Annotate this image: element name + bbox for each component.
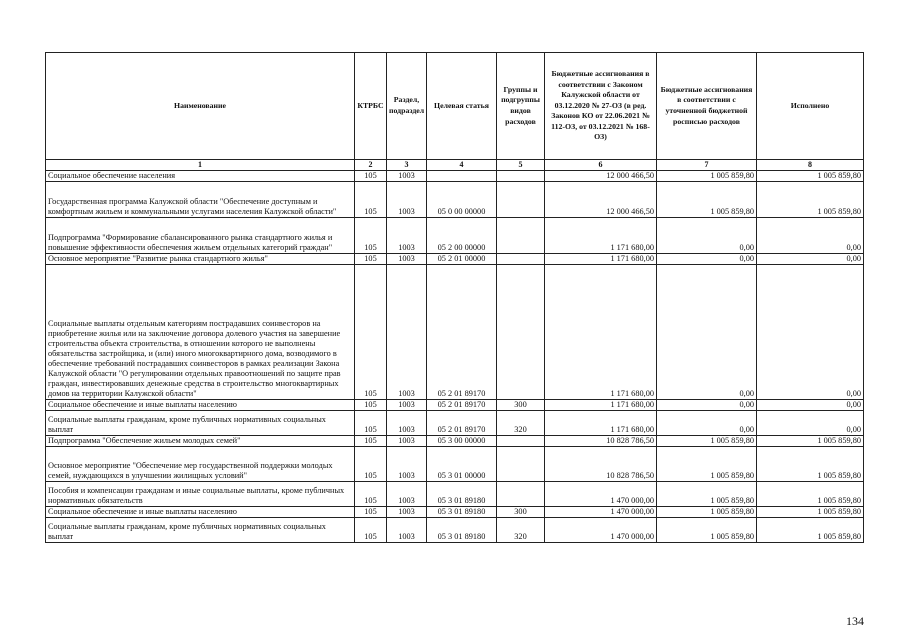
row-refined-amount: 1 005 859,80: [657, 517, 757, 542]
row-name: Социальные выплаты гражданам, кроме публичных нормативных социальных выплат: [46, 517, 355, 542]
row-name: Социальное обеспечение и иные выплаты населению: [46, 506, 355, 517]
row-section: 1003: [387, 181, 427, 217]
table-row: [46, 446, 864, 481]
row-name: Основное мероприятие "Обеспечение мер государственной поддержки молодых семей, нуждающихся в улучшении жилищных условий": [46, 446, 355, 481]
row-law-amount: 1 171 680,00: [545, 217, 657, 253]
row-group: 320: [497, 517, 545, 542]
row-executed-amount: 0,00: [757, 264, 864, 399]
row-section: 1003: [387, 253, 427, 264]
table-row: [46, 264, 864, 399]
row-law-amount: 12 000 466,50: [545, 181, 657, 217]
table-row: [46, 181, 864, 217]
row-executed-amount: 1 005 859,80: [757, 181, 864, 217]
row-executed-amount: 0,00: [757, 217, 864, 253]
row-group: [497, 481, 545, 506]
row-target: 05 3 01 89180: [427, 517, 497, 542]
row-ktrbs: 105: [355, 217, 387, 253]
row-group: [497, 435, 545, 446]
header-refined: Бюджетные ассигнования в соответствии с уточненной бюджетной росписью расходов: [657, 53, 757, 160]
row-section: 1003: [387, 446, 427, 481]
row-refined-amount: 0,00: [657, 253, 757, 264]
row-law-amount: 10 828 786,50: [545, 435, 657, 446]
table-row: [46, 399, 864, 410]
row-group: 300: [497, 399, 545, 410]
row-refined-amount: 1 005 859,80: [657, 181, 757, 217]
row-executed-amount: 1 005 859,80: [757, 506, 864, 517]
row-group: [497, 253, 545, 264]
header-name: Наименование: [46, 53, 355, 160]
row-ktrbs: 105: [355, 253, 387, 264]
row-group: [497, 264, 545, 399]
row-name: Социальные выплаты отдельным категориям пострадавших соинвесторов на приобретение жилья или на заключение договора долевого участия на завершение строительства объекта строительства, в отношении которого не выполнены обязательства застройщика, и (или) иного многоквартирного дома, возводимого в обеспечение требований пострадавших соинвесторов в рамках реализации Закона Калужской области "О регулировании отдельных правоотношений по защите прав граждан, инвестировавших денежные средства в строительство многоквартирных домов на территории Калужской области": [46, 264, 355, 399]
row-refined-amount: 0,00: [657, 264, 757, 399]
row-target: 05 3 01 89180: [427, 506, 497, 517]
row-law-amount: 1 470 000,00: [545, 481, 657, 506]
row-executed-amount: 0,00: [757, 253, 864, 264]
column-number: 1: [46, 160, 355, 171]
row-target: 05 3 01 00000: [427, 446, 497, 481]
column-number: 8: [757, 160, 864, 171]
row-law-amount: 1 470 000,00: [545, 517, 657, 542]
column-number: 4: [427, 160, 497, 171]
row-refined-amount: 1 005 859,80: [657, 446, 757, 481]
column-number: 5: [497, 160, 545, 171]
row-name: Пособия и компенсации гражданам и иные социальные выплаты, кроме публичных нормативных обязательств: [46, 481, 355, 506]
row-section: 1003: [387, 506, 427, 517]
row-ktrbs: 105: [355, 517, 387, 542]
column-number: 6: [545, 160, 657, 171]
budget-table: [45, 52, 864, 543]
row-law-amount: 1 470 000,00: [545, 506, 657, 517]
row-group: 320: [497, 410, 545, 435]
column-number: 3: [387, 160, 427, 171]
table-row: [46, 435, 864, 446]
row-group: [497, 446, 545, 481]
header-law: Бюджетные ассигнования в соответствии с Законом Калужской области от 03.12.2020 № 27-ОЗ (в ред. Законов КО от 22.06.2021 № 112-ОЗ, от 03.12.2021 № 168-ОЗ): [545, 53, 657, 160]
table-row: [46, 481, 864, 506]
table-row: [46, 517, 864, 542]
row-target: 05 2 01 89170: [427, 264, 497, 399]
row-section: 1003: [387, 481, 427, 506]
row-ktrbs: 105: [355, 446, 387, 481]
row-executed-amount: 1 005 859,80: [757, 517, 864, 542]
header-row: [46, 53, 864, 160]
row-ktrbs: 105: [355, 410, 387, 435]
row-law-amount: 12 000 466,50: [545, 170, 657, 181]
table-row: [46, 410, 864, 435]
table-row: [46, 217, 864, 253]
row-section: 1003: [387, 264, 427, 399]
column-number: 7: [657, 160, 757, 171]
row-refined-amount: 0,00: [657, 399, 757, 410]
column-number: 2: [355, 160, 387, 171]
row-ktrbs: 105: [355, 435, 387, 446]
row-target: [427, 170, 497, 181]
row-group: [497, 170, 545, 181]
row-section: 1003: [387, 399, 427, 410]
row-executed-amount: 0,00: [757, 410, 864, 435]
row-refined-amount: 1 005 859,80: [657, 481, 757, 506]
row-ktrbs: 105: [355, 170, 387, 181]
row-section: 1003: [387, 170, 427, 181]
row-law-amount: 1 171 680,00: [545, 253, 657, 264]
row-name: Социальные выплаты гражданам, кроме публичных нормативных социальных выплат: [46, 410, 355, 435]
row-section: 1003: [387, 435, 427, 446]
row-refined-amount: 1 005 859,80: [657, 435, 757, 446]
header-executed: Исполнено: [757, 53, 864, 160]
row-section: 1003: [387, 217, 427, 253]
row-executed-amount: 1 005 859,80: [757, 481, 864, 506]
row-refined-amount: 0,00: [657, 217, 757, 253]
header-groups: Группы и подгруппы видов расходов: [497, 53, 545, 160]
row-target: 05 2 01 00000: [427, 253, 497, 264]
row-executed-amount: 0,00: [757, 399, 864, 410]
table-row: [46, 170, 864, 181]
table-row: [46, 253, 864, 264]
row-target: 05 2 01 89170: [427, 410, 497, 435]
row-ktrbs: 105: [355, 481, 387, 506]
row-group: [497, 217, 545, 253]
row-ktrbs: 105: [355, 264, 387, 399]
page-number: 134: [846, 614, 864, 628]
row-target: 05 3 01 89180: [427, 481, 497, 506]
row-ktrbs: 105: [355, 506, 387, 517]
row-law-amount: 1 171 680,00: [545, 399, 657, 410]
row-name: Подпрограмма "Формирование сбалансированного рынка стандартного жилья и повышение эффективности обеспечения жильем отдельных категорий граждан": [46, 217, 355, 253]
header-target: Целевая статья: [427, 53, 497, 160]
row-law-amount: 1 171 680,00: [545, 264, 657, 399]
row-ktrbs: 105: [355, 181, 387, 217]
row-target: 05 3 00 00000: [427, 435, 497, 446]
row-law-amount: 1 171 680,00: [545, 410, 657, 435]
column-number-row: [46, 160, 864, 171]
row-refined-amount: 0,00: [657, 410, 757, 435]
row-name: Основное мероприятие "Развитие рынка стандартного жилья": [46, 253, 355, 264]
row-section: 1003: [387, 517, 427, 542]
row-name: Государственная программа Калужской области "Обеспечение доступным и комфортным жильем и коммунальными услугами населения Калужской области": [46, 181, 355, 217]
header-section: Раздел, подраздел: [387, 53, 427, 160]
row-name: Социальное обеспечение и иные выплаты населению: [46, 399, 355, 410]
row-section: 1003: [387, 410, 427, 435]
row-ktrbs: 105: [355, 399, 387, 410]
row-target: 05 2 00 00000: [427, 217, 497, 253]
row-group: [497, 181, 545, 217]
row-executed-amount: 1 005 859,80: [757, 446, 864, 481]
row-target: 05 2 01 89170: [427, 399, 497, 410]
header-ktrbs: КТРБС: [355, 53, 387, 160]
row-law-amount: 10 828 786,50: [545, 446, 657, 481]
row-executed-amount: 1 005 859,80: [757, 170, 864, 181]
row-refined-amount: 1 005 859,80: [657, 170, 757, 181]
row-name: Подпрограмма "Обеспечение жильем молодых семей": [46, 435, 355, 446]
row-group: 300: [497, 506, 545, 517]
row-executed-amount: 1 005 859,80: [757, 435, 864, 446]
row-refined-amount: 1 005 859,80: [657, 506, 757, 517]
row-target: 05 0 00 00000: [427, 181, 497, 217]
table-row: [46, 506, 864, 517]
row-name: Социальное обеспечение населения: [46, 170, 355, 181]
